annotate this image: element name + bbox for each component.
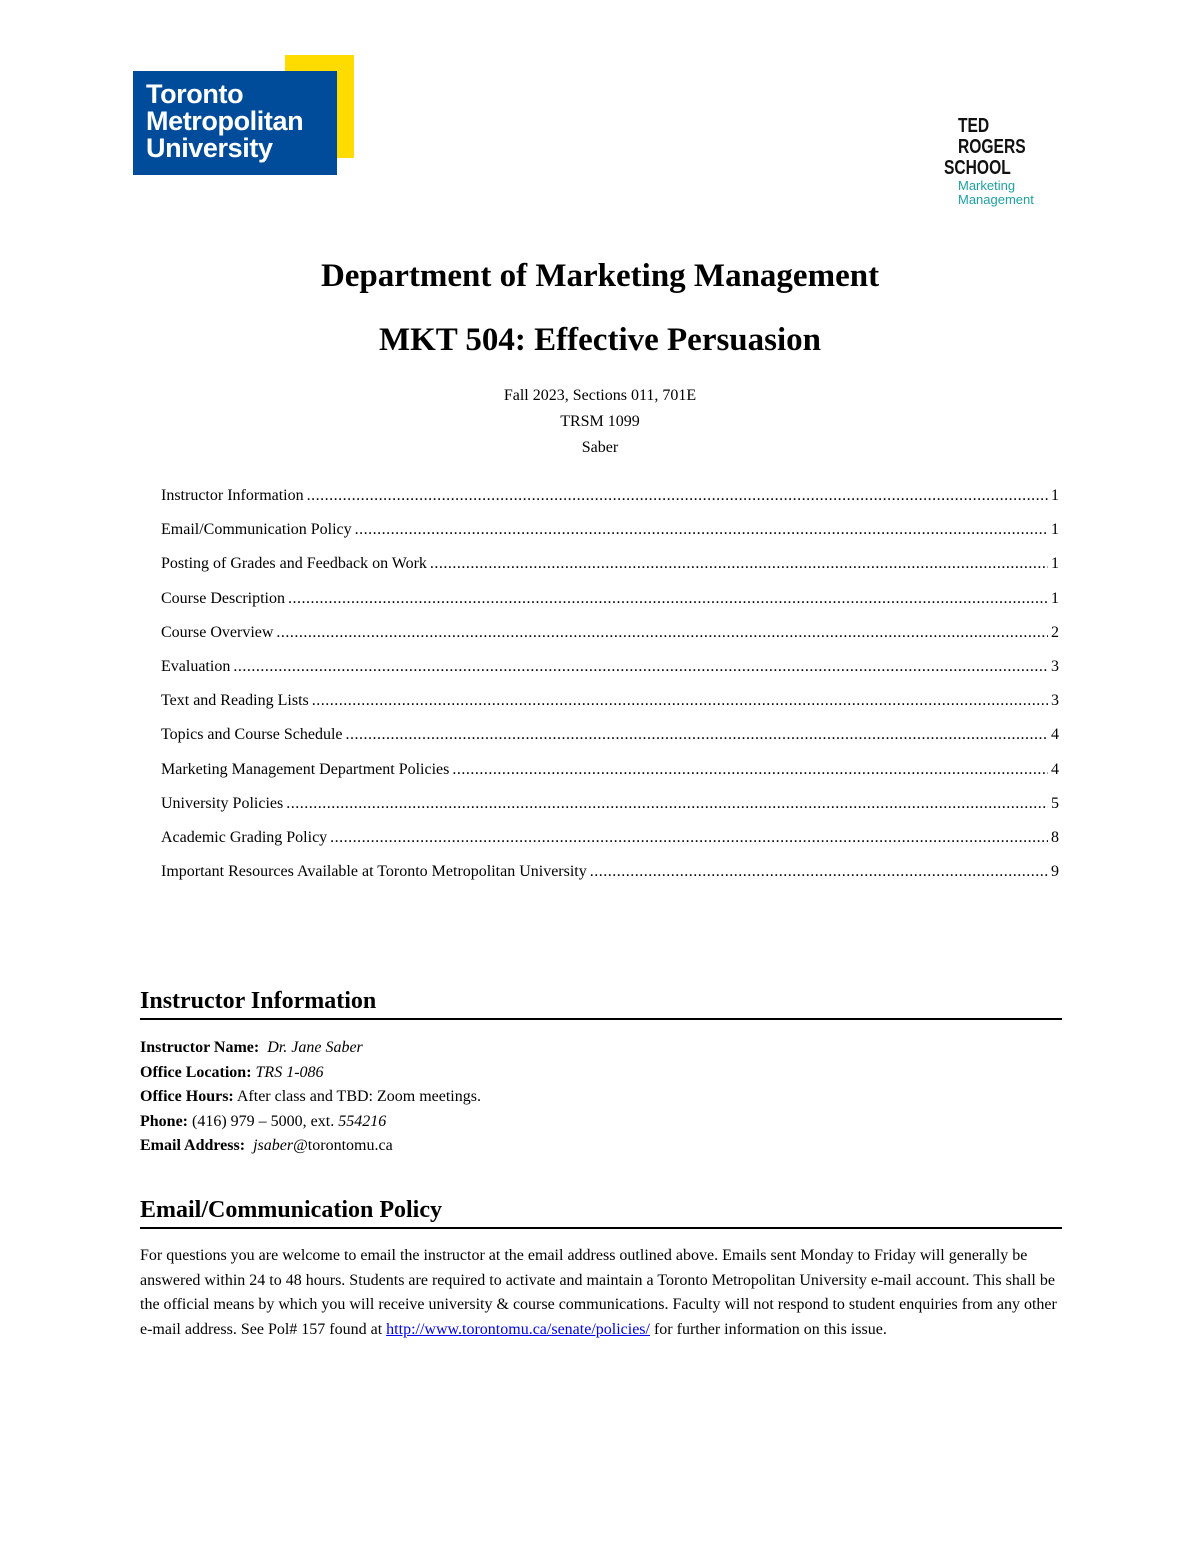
course-room: TRSM 1099 <box>560 413 640 430</box>
toc-entry-label: Text and Reading Lists <box>161 692 309 710</box>
tmu-logo <box>133 55 354 175</box>
toc-entry[interactable] <box>161 487 1059 521</box>
trs-logo-sub2: Management <box>958 192 1034 207</box>
email-policy-text-end: for further information on this issue. <box>649 1320 887 1338</box>
toc-leader-dots <box>452 761 1048 779</box>
toc-entry[interactable] <box>161 692 1059 726</box>
toc-entry[interactable] <box>161 590 1059 624</box>
toc-entry-page: 3 <box>1051 657 1059 675</box>
toc-leader-dots <box>307 487 1048 505</box>
toc-entry-label: Academic Grading Policy <box>161 828 328 846</box>
trs-logo-line1: TED <box>958 115 990 137</box>
trs-logo-sub1: Marketing <box>958 178 1016 193</box>
email-user: jsaber <box>253 1137 294 1154</box>
toc-leader-dots <box>312 692 1048 710</box>
trs-logo-line2: ROGERS <box>958 136 1026 158</box>
toc-leader-dots <box>346 726 1048 744</box>
tmu-logo-line3: University <box>146 133 273 163</box>
trs-logo-line3: SCHOOL <box>944 157 1011 179</box>
toc-entry-label: Important Resources Available at Toronto Metropolitan University <box>161 863 587 881</box>
toc-entry-page: 2 <box>1051 623 1059 641</box>
toc-entry-label: University Policies <box>161 794 284 812</box>
email-policy-heading: Email/Communication Policy <box>140 1197 1062 1229</box>
email-line <box>140 1134 481 1159</box>
toc-entry[interactable] <box>161 555 1059 589</box>
toc-entry[interactable] <box>161 795 1059 829</box>
toc-entry-page: 1 <box>1051 521 1059 539</box>
email-domain: @torontomu.ca <box>293 1137 393 1154</box>
email-label: Email Address: <box>140 1137 246 1154</box>
toc-entry[interactable] <box>161 726 1059 760</box>
toc-entry-page: 4 <box>1051 760 1059 778</box>
toc-entry[interactable] <box>161 624 1059 658</box>
table-of-contents <box>161 487 1059 897</box>
toc-leader-dots <box>288 590 1048 608</box>
toc-entry-label: Course Description <box>161 589 285 607</box>
toc-entry-page: 1 <box>1051 487 1059 504</box>
toc-entry-page: 1 <box>1051 555 1059 573</box>
instructor-name-value: Dr. Jane Saber <box>267 1039 363 1056</box>
toc-entry-label: Evaluation <box>161 657 231 675</box>
toc-entry-label: Posting of Grades and Feedback on Work <box>161 555 427 573</box>
toc-entry[interactable] <box>161 658 1059 692</box>
toc-entry-label: Instructor Information <box>161 487 304 504</box>
department-title: Department of Marketing Management <box>320 258 880 294</box>
toc-leader-dots <box>355 521 1048 539</box>
toc-entry-page: 5 <box>1051 794 1059 812</box>
course-title: MKT 504: Effective Persuasion <box>378 322 822 358</box>
instructor-info-block <box>140 1036 481 1159</box>
toc-entry[interactable] <box>161 863 1059 897</box>
toc-entry-page: 3 <box>1051 692 1059 710</box>
course-subinfo <box>0 383 1200 461</box>
senate-policies-link[interactable]: http://www.torontomu.ca/senate/policies/ <box>386 1320 650 1338</box>
toc-entry-label: Course Overview <box>161 623 274 641</box>
toc-entry[interactable] <box>161 761 1059 795</box>
course-instructor: Saber <box>581 439 619 456</box>
instructor-name-line <box>140 1036 481 1061</box>
tmu-logo-line1: Toronto <box>146 79 244 109</box>
office-location-value: TRS 1-086 <box>255 1063 324 1081</box>
toc-leader-dots <box>276 624 1048 642</box>
course-term: Fall 2023, Sections 011, 701E <box>503 387 697 404</box>
phone-extension: 554216 <box>338 1112 387 1130</box>
office-hours-label: Office Hours: <box>140 1088 234 1105</box>
toc-entry-page: 9 <box>1051 863 1059 881</box>
ted-rogers-logo <box>944 116 1054 211</box>
toc-entry-page: 1 <box>1051 589 1059 607</box>
toc-entry-page: 4 <box>1051 726 1059 744</box>
toc-entry-label: Email/Communication Policy <box>161 521 352 539</box>
office-location-label: Office Location: <box>140 1063 252 1081</box>
email-policy-text: For questions you are welcome to email the instructor at the email address outlined above. Emails sent Monday to Friday will generally be answered within 24 to 48 hours. Students are required to activate and maintain a Toronto Metropolitan University e-mail account. This shall be the official means by which you will receive university & course communications. Faculty will not respond to student enquiries from any other e-mail address. See Pol# 157 found at <box>140 1247 1057 1338</box>
office-location-line <box>140 1061 481 1086</box>
office-hours-value: After class and TBD: Zoom meetings. <box>233 1088 481 1105</box>
phone-line <box>140 1110 481 1135</box>
toc-entry-label: Marketing Management Department Policies <box>161 760 450 778</box>
tmu-logo-text <box>146 81 303 162</box>
office-hours-line <box>140 1085 481 1110</box>
toc-leader-dots <box>430 555 1048 573</box>
instructor-information-heading: Instructor Information <box>140 988 1062 1020</box>
toc-entry-page: 8 <box>1051 828 1059 846</box>
instructor-name-label: Instructor Name: <box>140 1039 260 1056</box>
toc-leader-dots <box>233 658 1048 676</box>
toc-leader-dots <box>286 795 1048 813</box>
toc-entry[interactable] <box>161 521 1059 555</box>
email-policy-paragraph <box>140 1244 1062 1342</box>
toc-entry[interactable] <box>161 829 1059 863</box>
toc-leader-dots <box>590 863 1048 881</box>
toc-leader-dots <box>330 829 1048 847</box>
phone-label: Phone: <box>140 1112 188 1130</box>
phone-value: (416) 979 – 5000, ext. <box>188 1112 339 1130</box>
tmu-logo-line2: Metropolitan <box>146 106 304 136</box>
toc-entry-label: Topics and Course Schedule <box>161 726 343 744</box>
